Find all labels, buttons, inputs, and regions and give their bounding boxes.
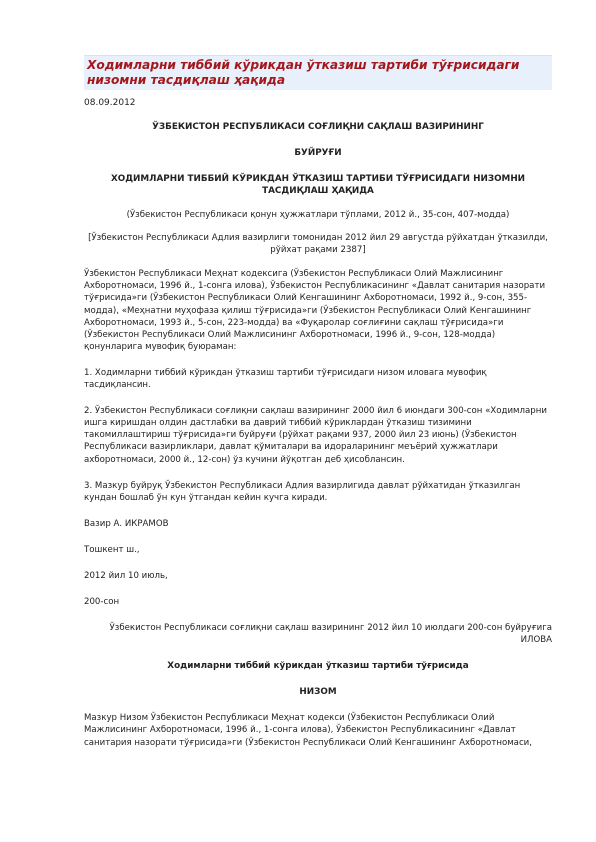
annex-body-paragraph: Мазкур Низом Ўзбекистон Республикаси Меҳнат кодекси (Ўзбекистон Республикаси Олий Мажлисининг Ахборотномаси, 1996 й., 1-сонга илова), Ўзбекистон Республикасининг «Давлат санитария назорати тўғрисида»ги (Ўзбекистон Республикаси Олий Кенгашининг Ахборотномаси, bbox=[84, 713, 532, 748]
signature-line: Вазир А. ИКРАМОВ bbox=[84, 518, 169, 529]
annex-title: Ходимларни тиббий кўрикдан ўтказиш тартиби тўғрисида bbox=[167, 661, 469, 672]
annex-heading: НИЗОМ bbox=[299, 687, 337, 698]
item-1-paragraph: 1. Ходимларни тиббий кўрикдан ўтказиш тартиби тўғрисидаги низом иловага мувофиқ тасдиқлансин. bbox=[84, 367, 487, 391]
annex-reference: Ўзбекистон Республикаси соғлиқни сақлаш вазирининг 2012 йил 10 июлдаги 200-сон буйруғига bbox=[109, 623, 552, 634]
title-banner bbox=[84, 55, 552, 90]
order-title: ХОДИМЛАРНИ ТИББИЙ КЎРИКДАН ЎТКАЗИШ ТАРТИБИ ТЎҒРИСИДАГИ НИЗОМНИ ТАСДИҚЛАШ ҲАҚИДА bbox=[110, 174, 526, 196]
item-2-paragraph: 2. Ўзбекистон Республикаси соғлиқни сақлаш вазирининг 2000 йил 6 июндаги 300-сон «Ходимларни ишга киришдан олдин дастлабки ва даврий тиббий кўриклардан ўтказиш тизимини такомиллаштириш тўғрисида»ги буйруғи (рўйхат рақами 937, 2000 йил 23 июнь) (Ўзбекистон Республикаси вазирликлари, давлат қўмиталари ва идораларининг меъёрий ҳужжатлари ахборотномаси, 2000 й., 12-сон) ўз кучини йўқотган деб ҳисоблансин. bbox=[84, 406, 547, 465]
item-3-paragraph: 3. Мазкур буйруқ Ўзбекистон Республикаси Адлия вазирлигида давлат рўйхатидан ўтказилган кундан бошлаб ўн кун ўтгандан кейин кучга киради. bbox=[84, 480, 521, 503]
registration-note: [Ўзбекистон Республикаси Адлия вазирлиги томонидан 2012 йил 29 августда рўйхатдан ўтказилди, рўйхат рақами 2387] bbox=[88, 233, 548, 256]
ministry-heading: ЎЗБЕКИСТОН РЕСПУБЛИКАСИ СОҒЛИҚНИ САҚЛАШ ВАЗИРИНИНГ bbox=[152, 122, 484, 132]
sign-date-line: 2012 йил 10 июль, bbox=[84, 570, 168, 581]
order-number-line: 200-сон bbox=[84, 597, 120, 608]
order-heading: БУЙРУҒИ bbox=[294, 148, 342, 158]
source-note: (Ўзбекистон Республикаси қонун ҳужжатлари тўплами, 2012 й., 35-сон, 407-модда) bbox=[126, 210, 510, 220]
place-line: Тошкент ш., bbox=[84, 544, 140, 555]
document-page bbox=[84, 55, 552, 749]
document-date: 08.09.2012 bbox=[84, 98, 136, 108]
annex-label: ИЛОВА bbox=[520, 635, 552, 646]
document-title: Ходимларни тиббий кўрикдан ўтказиш тартиби тўғрисидаги низомни тасдиқлаш ҳақида bbox=[87, 58, 520, 87]
preamble-paragraph: Ўзбекистон Республикаси Меҳнат кодексига (Ўзбекистон Республикаси Олий Мажлисининг Ахборотномаси, 1996 й., 1-сонга илова), Ўзбекистон Республикасининг «Давлат санитария назорати тўғрисида»ги (Ўзбекистон Республикаси Олий Кенгашининг Ахборотномаси, 1992 й., 9-сон, 355-модда), «Меҳнатни муҳофаза қилиш тўғрисида»ги (Ўзбекистон Республикаси Олий Кенгашининг Ахборотномаси, 1993 й., 5-сон, 223-модда) ва «Фуқаролар соғлиғини сақлаш тўғрисида»ги (Ўзбекистон Республикаси Олий Мажлисининг Ахборотномаси, 1996 й., 9-сон, 128-модда) қонунларига мувофиқ буюраман: bbox=[84, 269, 546, 352]
annex-reference-block bbox=[84, 622, 552, 646]
